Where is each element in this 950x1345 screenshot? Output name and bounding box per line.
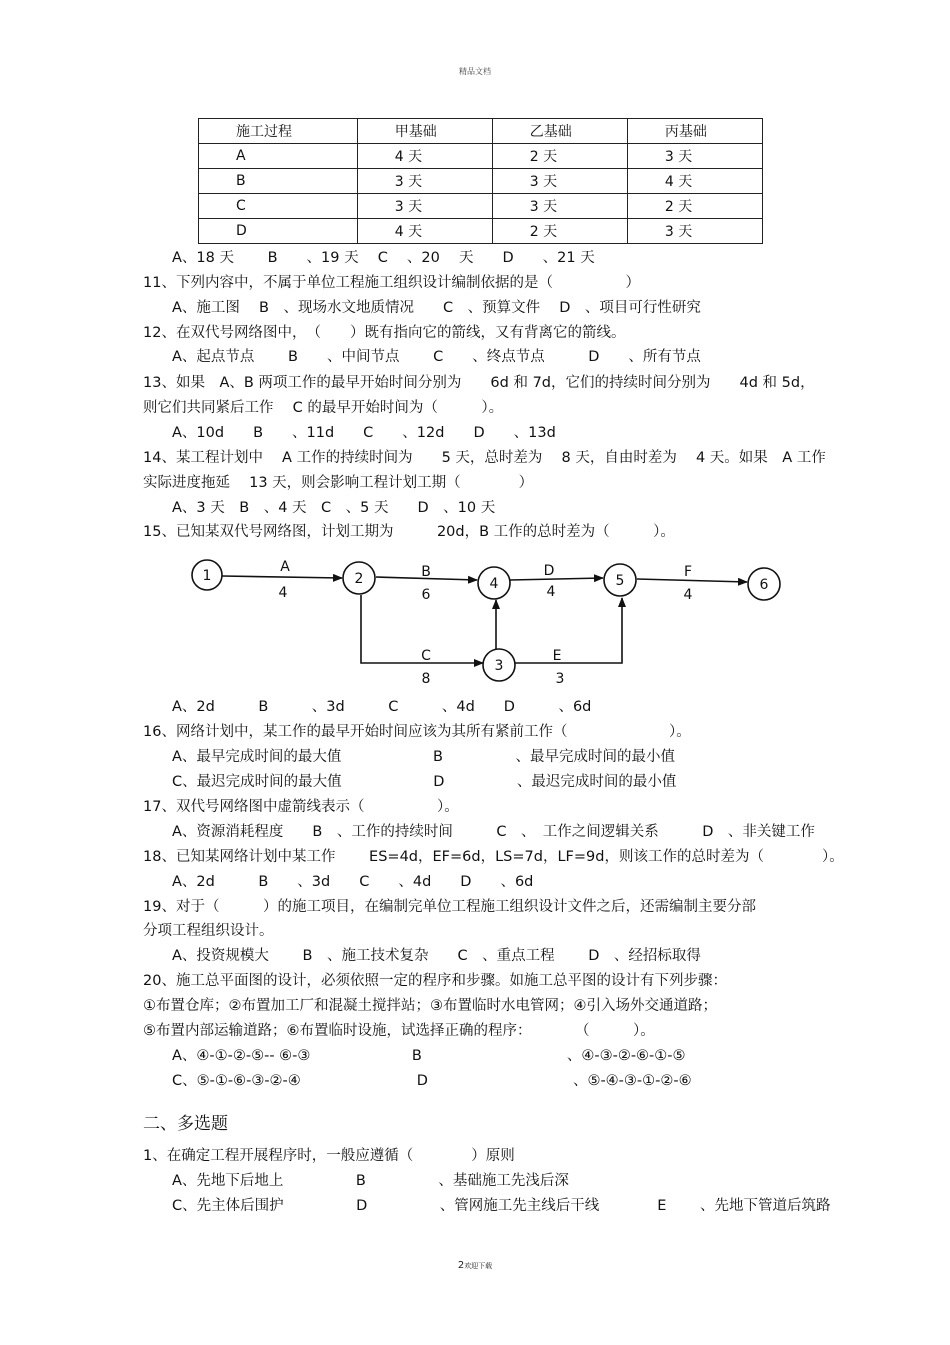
- options-q18: A、2d B 、3d C 、4d D 、6d: [172, 874, 534, 890]
- question-20-line3: ⑤布置内部运输道路；⑥布置临时设施，试选择正确的程序： （ ）。: [143, 1023, 655, 1039]
- activity-name: A: [280, 559, 290, 575]
- activity-duration: 4: [683, 587, 693, 603]
- table-row: [199, 169, 763, 194]
- node-label: 2: [354, 571, 364, 587]
- activity-name: E: [552, 648, 562, 664]
- arrow-e: [515, 598, 622, 663]
- options-q13: A、10d B 、11d C 、12d D 、13d: [172, 425, 556, 441]
- options-q12: A、起点节点 B 、中间节点 C 、终点节点 D 、所有节点: [172, 349, 701, 365]
- question-19-line2: 分项工程组织设计。: [143, 923, 274, 939]
- question-17: 17、双代号网络图中虚箭线表示（ ）。: [143, 799, 459, 815]
- table-cell: C: [199, 194, 358, 219]
- node-label: 3: [494, 658, 504, 674]
- table-cell: 4 天: [357, 144, 492, 169]
- question-15: 15、已知某双代号网络图，计划工期为 20d，B 工作的总时差为（ ）。: [143, 524, 675, 540]
- question-14-line1: 14、某工程计划中 A 工作的持续时间为 5 天，总时差为 8 天，自由时差为 4 天。如果 A 工作: [143, 450, 826, 466]
- activity-name: D: [543, 563, 555, 579]
- table-header-cell: 施工过程: [199, 119, 358, 144]
- arrow-d: [510, 578, 603, 580]
- table-cell: 3 天: [492, 169, 627, 194]
- page-footer: [0, 1260, 950, 1271]
- options-q16-ab: A、最早完成时间的最大值 B 、最早完成时间的最小值: [172, 749, 675, 765]
- network-diagram: [190, 555, 800, 690]
- options-q19: A、投资规模大 B 、施工技术复杂 C 、重点工程 D 、经招标取得: [172, 948, 701, 964]
- question-18: 18、已知某网络计划中某工作 ES=4d，EF=6d，LS=7d，LF=9d，则该工作的总时差为（ ）。: [143, 849, 844, 865]
- table-header-cell: 丙基础: [627, 119, 762, 144]
- question-19-line1: 19、对于（ ）的施工项目，在编制完单位工程施工组织设计文件之后，还需编制主要分部: [143, 899, 756, 915]
- node-label: 5: [615, 573, 625, 589]
- question-20-line1: 20、施工总平面图的设计，必须依照一定的程序和步骤。如施工总平图的设计有下列步骤：: [143, 973, 727, 989]
- table-row: [199, 144, 763, 169]
- table-header-cell: 甲基础: [357, 119, 492, 144]
- table-cell: 2 天: [627, 194, 762, 219]
- table-cell: A: [199, 144, 358, 169]
- arrow-a: [222, 576, 342, 578]
- node-label: 1: [202, 568, 212, 584]
- activity-duration: 3: [555, 671, 565, 687]
- table-cell: 3 天: [357, 169, 492, 194]
- table-cell: 3 天: [627, 219, 762, 244]
- table-header-row: [199, 119, 763, 144]
- activity-name: C: [421, 648, 431, 664]
- table-row: [199, 194, 763, 219]
- question-14-line2: 实际进度拖延 13 天，则会影响工程计划工期（ ）: [143, 475, 534, 491]
- activity-duration: 6: [421, 587, 431, 603]
- activity-duration: 8: [421, 671, 431, 687]
- table-cell: D: [199, 219, 358, 244]
- table-cell: 2 天: [492, 219, 627, 244]
- options-mq1-ab: A、先地下后地上 B 、基础施工先浅后深: [172, 1173, 569, 1189]
- activity-name: F: [683, 564, 693, 580]
- options-q11: A、施工图 B 、现场水文地质情况 C 、预算文件 D 、项目可行性研究: [172, 300, 701, 316]
- options-q20-ab: A、④-①-②-⑤-- ⑥-③ B 、④-③-②-⑥-①-⑤: [172, 1048, 686, 1064]
- activity-duration: 4: [278, 585, 288, 601]
- question-20-line2: ①布置仓库；②布置加工厂和混凝土搅拌站；③布置临时水电管网；④引入场外交通道路；: [143, 998, 717, 1014]
- table-cell: 3 天: [492, 194, 627, 219]
- options-q17: A、资源消耗程度 B 、工作的持续时间 C 、 工作之间逻辑关系 D 、非关键工作: [172, 824, 815, 840]
- question-12: 12、在双代号网络图中， （ ）既有指向它的箭线，又有背离它的箭线。: [143, 325, 626, 341]
- multi-question-1: 1、在确定工程开展程序时，一般应遵循（ ）原则: [143, 1148, 515, 1164]
- node-label: 6: [759, 577, 769, 593]
- activity-duration: 4: [546, 584, 556, 600]
- page-number: 2: [457, 1260, 465, 1271]
- options-q16-cd: C、最迟完成时间的最大值 D 、最迟完成时间的最小值: [172, 774, 677, 790]
- table-cell: 3 天: [357, 194, 492, 219]
- question-13-line2: 则它们共同紧后工作 C 的最早开始时间为（ ）。: [143, 400, 504, 416]
- options-q14: A、3 天 B 、4 天 C 、5 天 D 、10 天: [172, 500, 496, 516]
- table-cell: B: [199, 169, 358, 194]
- table-header-cell: 乙基础: [492, 119, 627, 144]
- section-title: 二、多选题: [143, 1114, 228, 1134]
- table-row: [199, 219, 763, 244]
- duration-table: [198, 118, 763, 244]
- options-q10: A、18 天 B 、19 天 C 、20 天 D 、21 天: [172, 250, 595, 266]
- table-cell: 2 天: [492, 144, 627, 169]
- activity-name: B: [421, 564, 431, 580]
- question-16: 16、网络计划中，某工作的最早开始时间应该为其所有紧前工作（ ）。: [143, 724, 691, 740]
- options-mq1-cde: C、先主体后围护 D 、管网施工先主线后干线 E 、先地下管道后筑路: [172, 1198, 831, 1214]
- node-label: 4: [489, 576, 499, 592]
- question-13-line1: 13、如果 A、B 两项工作的最早开始时间分别为 6d 和 7d，它们的持续时间分别为 4d 和 5d，: [143, 375, 815, 391]
- question-11: 11、下列内容中，不属于单位工程施工组织设计编制依据的是（ ）: [143, 275, 640, 291]
- options-q20-cd: C、⑤-①-⑥-③-②-④ D 、⑤-④-③-①-②-⑥: [172, 1073, 692, 1089]
- table-cell: 4 天: [357, 219, 492, 244]
- footer-note: 欢迎下载: [464, 1262, 493, 1270]
- table-cell: 3 天: [627, 144, 762, 169]
- page-header: 精品文档: [459, 67, 491, 76]
- table-cell: 4 天: [627, 169, 762, 194]
- options-q15: A、2d B 、3d C 、4d D 、6d: [172, 699, 592, 715]
